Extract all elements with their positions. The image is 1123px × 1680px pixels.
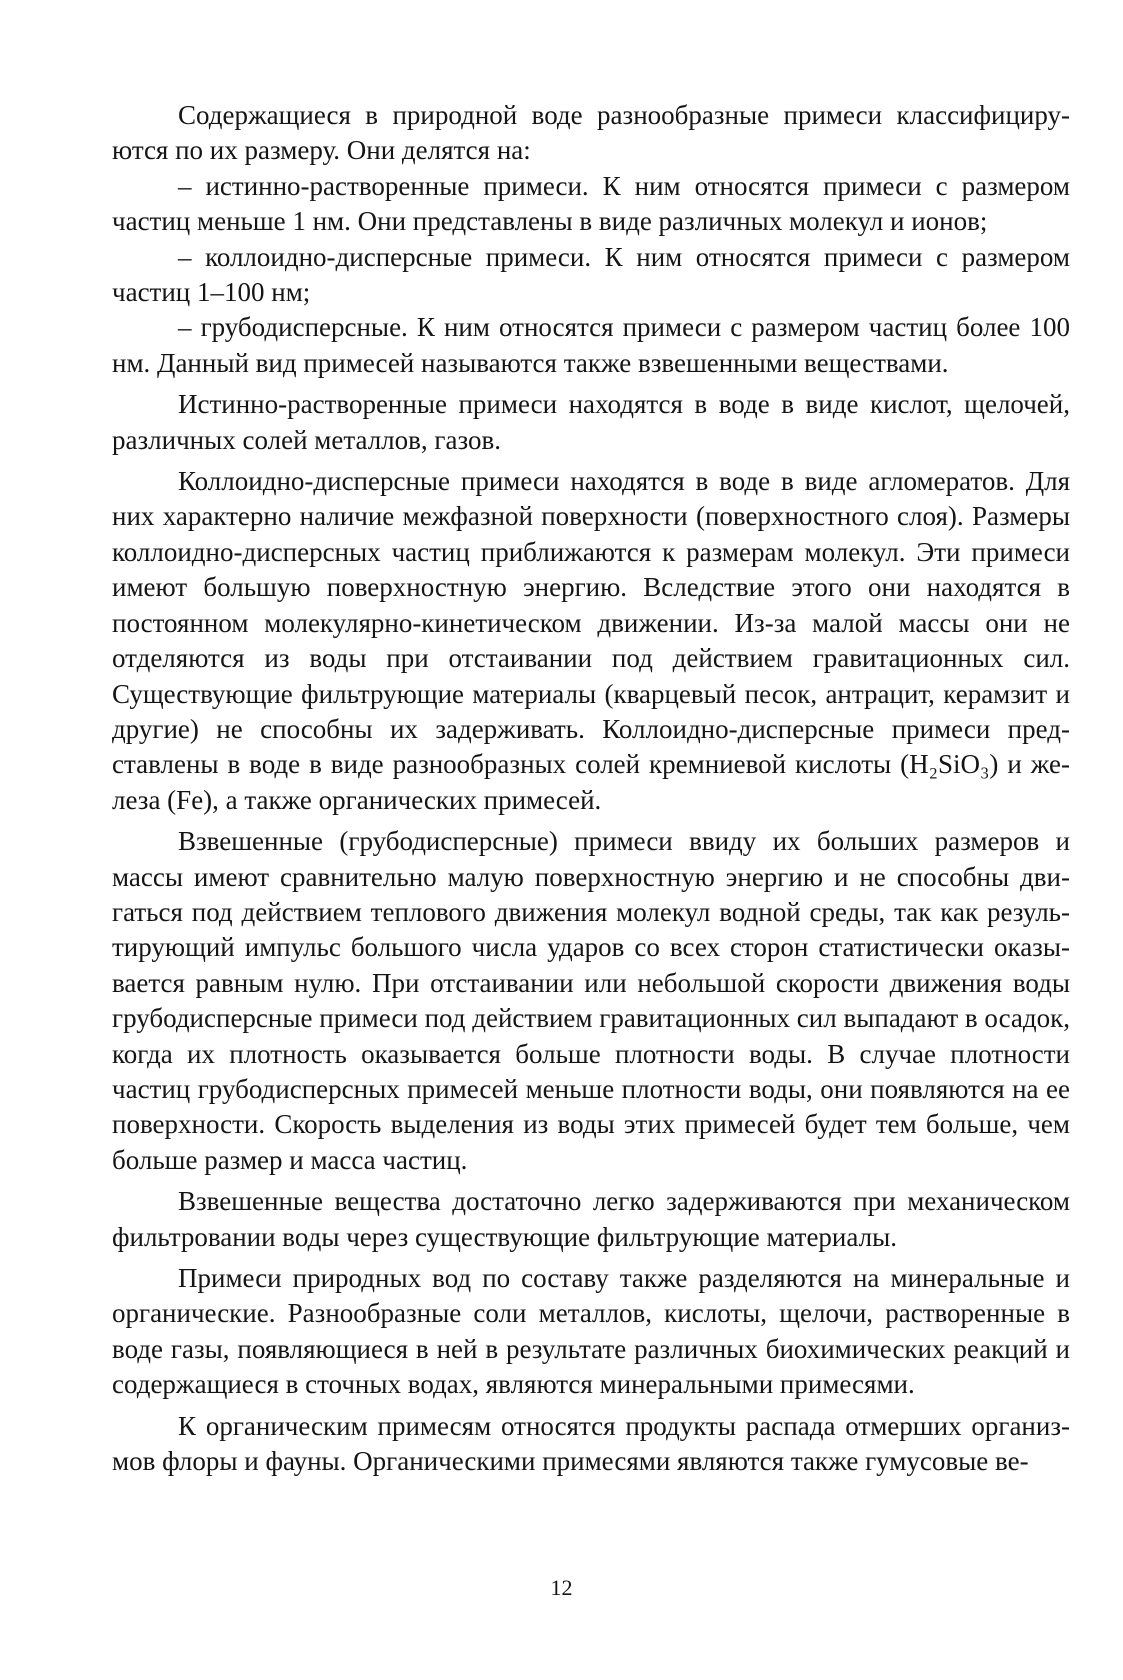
paragraph-true-solutions: Истинно-растворенные примеси находятся в воде в виде кислот, щелочей, различных солей металлов, газов. (112, 389, 1070, 455)
list-item-colloidal: – коллоидно-дисперсные примеси. К ним относятся примеси с размером частиц 1–100 нм; (112, 241, 1070, 308)
paragraph-mineral-organic: Примеси природных вод по составу также разделяются на минеральные и органические. Разнообразные соли металлов, кислоты, щелочи, растворенные в воде газы, появляющиеся в ней в результате различных биохимических реакций и содержащиеся в сточных водах, являются минеральными примесями. (112, 1263, 1070, 1400)
body-text (112, 98, 1070, 1479)
paragraph-suspended: Взвешенные (грубодисперсные) примеси ввиду их больших размеров и массы имеют сравнительно малую поверхностную энергию и не способны двигаться под действием теплового движения молекул водной среды, так как результирующий импульс большого числа ударов со всех сторон статистически оказывается равным нулю. При отстаивании или небольшой скорости движения воды грубодисперсные примеси под действием гравитационных сил выпадают в осадок, когда их плотность оказывается больше плотности воды. В случае плотности частиц грубодисперсных примесей меньше плотности воды, они появляются на ее поверхности. Скорость выделения из воды этих примесей будет тем больше, чем больше размер и масса частиц. (112, 826, 1070, 1175)
list-item-coarse: – грубодисперсные. К ним относятся примеси с размером частиц более 100 нм. Данный вид примесей называются также взвешенными веществами. (112, 312, 1070, 378)
page-number: 12 (550, 1575, 573, 1600)
paragraph-colloidal: Коллоидно-дисперсные примеси находятся в воде в виде агломератов. Для них характерно наличие межфазной поверхности (поверхностного слоя). Размеры коллоидно-дисперсных частиц приближаются к размерам молекул. Эти примеси имеют большую поверхностную энергию. Вследствие этого они находятся в постоянном молекулярно-кинетическом движении. Из-за малой массы они не отделяются из воды при отстаивании под действием гравитационных сил. Существующие фильтрующие материалы (кварцевый песок, антрацит, керамзит и другие) не способны их задерживать. Коллоидно-дисперсные примеси представлены в воде в виде разнообразных солей кремниевой кислоты (H₂SiO₃) и железа (Fe), а также органических примесей. (112, 466, 1070, 815)
paragraph-organic: К органическим примесям относятся продукты распада отмерших организмов флоры и фауны. Органическими примесями являются также гумусовые ве- (112, 1410, 1070, 1477)
list-item-true-solutions: – истинно-растворенные примеси. К ним относятся примеси с размером частиц меньше 1 нм. Они представлены в виде различных молекул и ионов; (112, 170, 1070, 237)
paragraph-filtration: Взвешенные вещества достаточно легко задерживаются при механическом фильтровании воды через существующие фильтрующие материалы. (112, 1186, 1070, 1252)
paragraph-intro: Содержащиеся в природной воде разнообразные примеси классифицируются по их размеру. Они делятся на: (112, 100, 1070, 166)
